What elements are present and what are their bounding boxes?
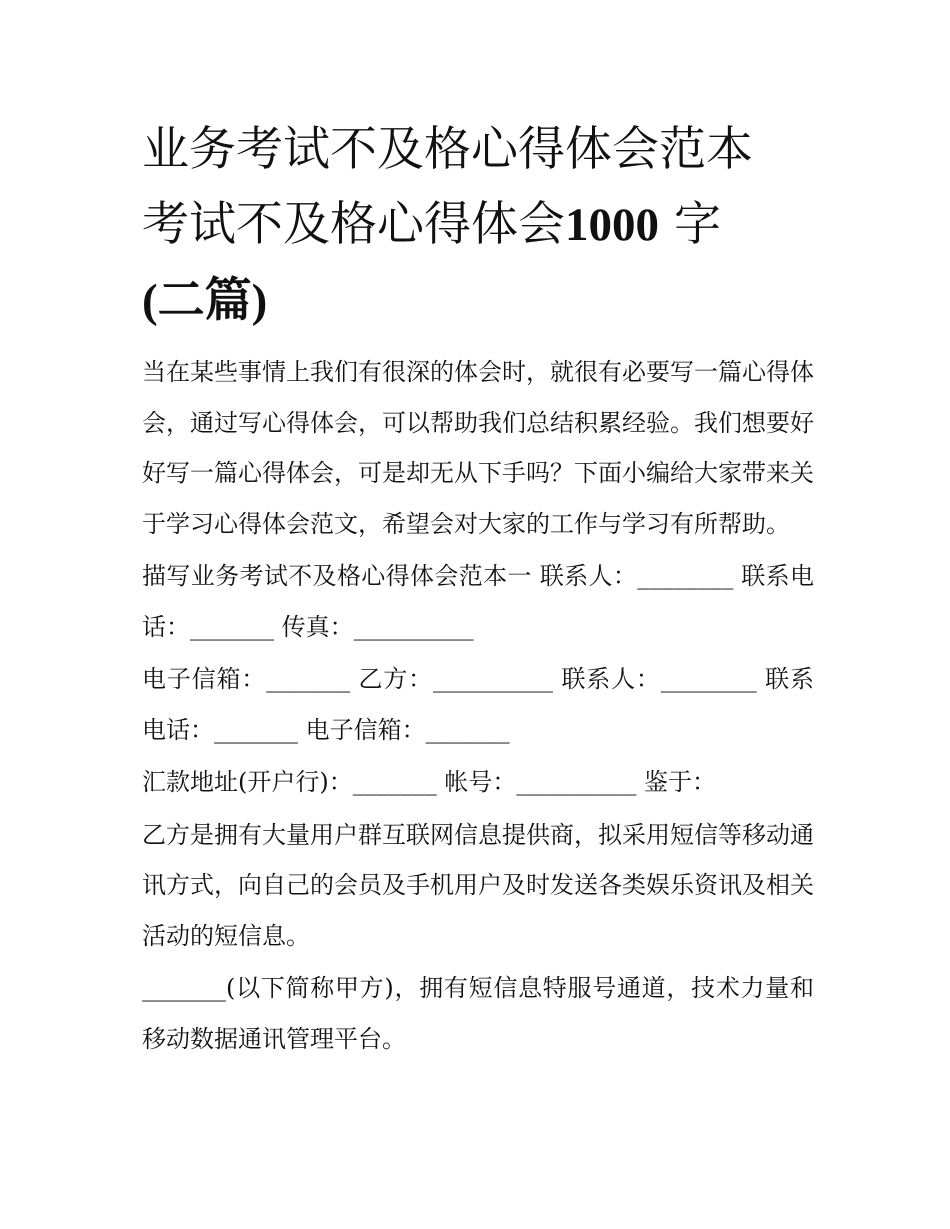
intro-paragraph: 当在某些事情上我们有很深的体会时，就很有必要写一篇心得体会，通过写心得体会，可以帮助我们总结积累经验。我们想要好好写一篇心得体会，可是却无从下手吗？下面小编给大家带来关于学习心得体会范文，希望会对大家的工作与学习有所帮助。 (142, 358, 814, 538)
document-body (142, 347, 814, 1064)
title-line-3: (二篇) (142, 275, 268, 327)
party-a-paragraph: _______(以下简称甲方)，拥有短信息特服号通道，技术力量和移动数据通讯管理平台。 (142, 974, 814, 1053)
document-title (142, 112, 814, 339)
bank-paragraph: 汇款地址(开户行)：_______ 帐号：__________ 鉴于： (142, 768, 716, 796)
title-line-1: 业务考试不及格心得体会范本 (142, 122, 753, 177)
title-line-2b: 字 (659, 197, 721, 252)
title-line-2a: 考试不及格心得体会 (142, 197, 565, 252)
title-number: 1000 (565, 199, 659, 251)
document-page (142, 112, 814, 1064)
contact-paragraph-1: 描写业务考试不及格心得体会范本一 联系人：________ 联系电话：_______ 传真：__________ (142, 562, 814, 641)
party-b-paragraph: 乙方是拥有大量用户群互联网信息提供商，拟采用短信等移动通讯方式，向自己的会员及手机用户及时发送各类娱乐资讯及相关活动的短信息。 (142, 820, 814, 950)
contact-paragraph-2: 电子信箱：_______ 乙方：__________ 联系人：________ 联系电话：_______ 电子信箱：_______ (142, 665, 814, 744)
